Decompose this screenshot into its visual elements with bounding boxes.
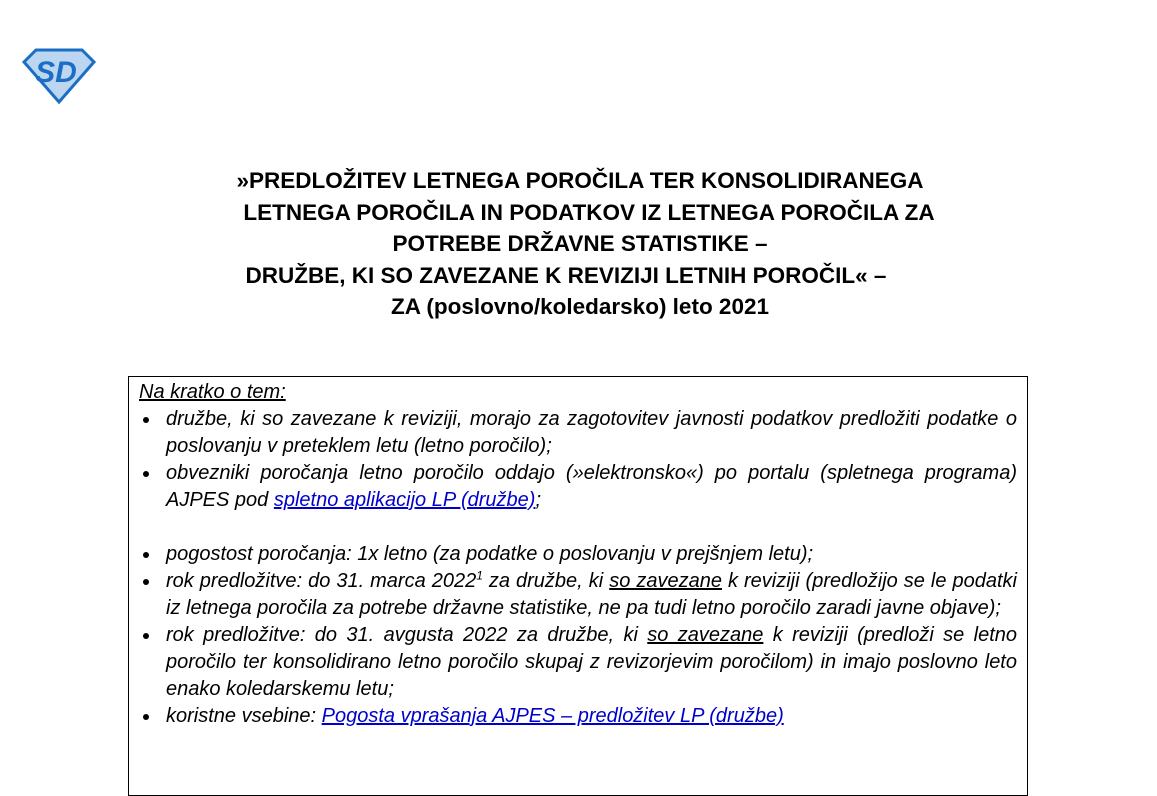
list-item bbox=[139, 703, 1017, 730]
summary-box bbox=[128, 376, 1028, 796]
title-line: ZA (poslovno/koledarsko) leto 2021 bbox=[390, 294, 769, 319]
item-text: za družbe, ki bbox=[482, 570, 610, 592]
list-item bbox=[139, 541, 1017, 568]
item-text: rok predložitve: do 31. avgusta 2022 za družbe, ki bbox=[166, 624, 648, 646]
title-line: LETNEGA POROČILA IN PODATKOV IZ LETNEGA POROČILA ZA bbox=[243, 199, 935, 225]
item-text: rok predložitve: do 31. marca 2022 bbox=[166, 570, 477, 592]
footnote-ref[interactable]: 1 bbox=[476, 568, 483, 583]
title-line: DRUŽBE, KI SO ZAVEZANE K REVIZIJI LETNIH POROČIL« – bbox=[245, 262, 887, 288]
company-logo bbox=[22, 48, 96, 104]
item-text: družbe, ki so zavezane k reviziji, morajo za zagotovitev javnosti podatkov predložiti podatke o poslovanju v preteklem letu (letno poročilo); bbox=[166, 408, 1017, 457]
svg-text:SD: SD bbox=[35, 56, 77, 89]
item-text: ; bbox=[535, 489, 542, 511]
document-title bbox=[120, 165, 1040, 323]
item-emphasis: so zavezane bbox=[647, 624, 764, 646]
list-item bbox=[139, 622, 1017, 703]
summary-heading: Na kratko o tem: bbox=[139, 381, 286, 403]
item-text: k reviziji (predloži se letno poročilo ter konsolidirano letno poročilo skupaj z revizorjevim poročilom) in imajo poslovno leto enako koledarskemu letu; bbox=[166, 624, 1018, 700]
item-text: pogostost poročanja: 1x letno (za podatke o poslovanju v prejšnjem letu); bbox=[166, 543, 814, 565]
item-text: k reviziji (predložijo se le podatki iz letnega poročila za potrebe državne statistike, ne pa tudi letno poročilo zaradi javne objave); bbox=[166, 570, 1017, 619]
faq-link[interactable]: Pogosta vprašanja AJPES – predložitev LP (družbe) bbox=[321, 705, 784, 727]
list-item bbox=[139, 406, 1017, 460]
spacer bbox=[139, 514, 1017, 541]
list-item bbox=[139, 568, 1017, 622]
summary-list bbox=[139, 406, 1017, 730]
title-line: »PREDLOŽITEV LETNEGA POROČILA TER KONSOLIDIRANEGA bbox=[236, 168, 924, 193]
title-line: POTREBE DRŽAVNE STATISTIKE – bbox=[392, 231, 768, 256]
lp-app-link[interactable]: spletno aplikacijo LP (družbe) bbox=[273, 489, 536, 511]
list-item bbox=[139, 460, 1017, 514]
item-emphasis: so zavezane bbox=[609, 570, 722, 592]
item-text: obvezniki poročanja letno poročilo oddajo (»elektronsko«) po portalu (spletnega programa) AJPES pod bbox=[166, 462, 1017, 511]
item-text: koristne vsebine: bbox=[166, 705, 322, 727]
